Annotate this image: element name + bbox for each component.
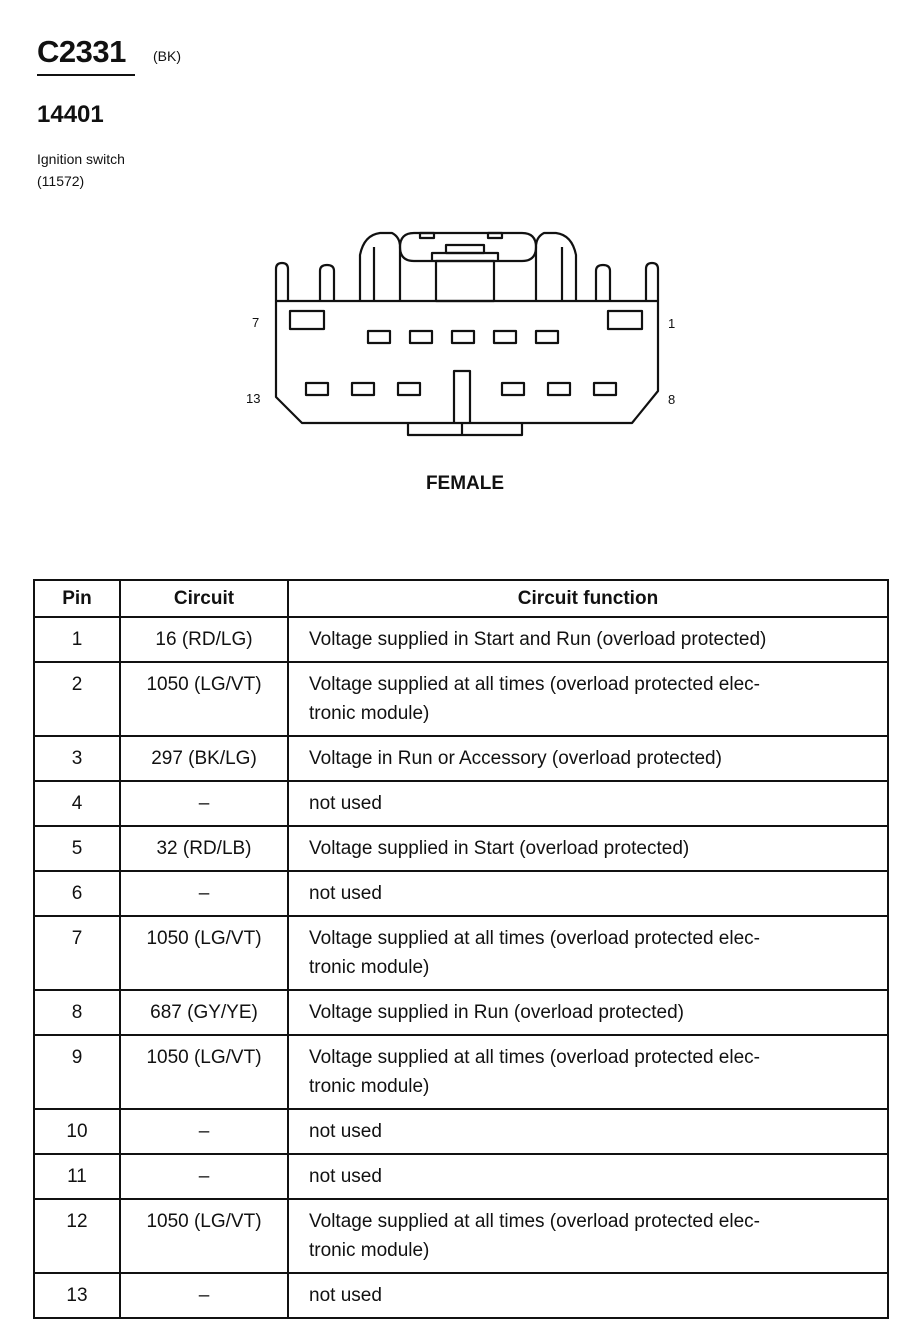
pin-cell: 4: [34, 781, 120, 826]
function-cell: Voltage supplied in Start (overload protected): [288, 826, 888, 871]
pin-cell: 8: [34, 990, 120, 1035]
connector-id: C2331: [37, 34, 126, 69]
latch-top: [446, 245, 484, 253]
function-cell: not used: [288, 1109, 888, 1154]
header-pin: Pin: [34, 580, 120, 617]
table-row: [34, 736, 888, 781]
lock-tab-left: [420, 233, 434, 238]
header-circuit: Circuit: [120, 580, 288, 617]
cavity-4: [452, 331, 474, 343]
pinout-table: [33, 579, 889, 1319]
table-header-row: [34, 580, 888, 617]
cavity-5: [410, 331, 432, 343]
cavity-6: [368, 331, 390, 343]
header-circuit-function: Circuit function: [288, 580, 888, 617]
table-row: [34, 662, 888, 736]
cavity-9: [548, 383, 570, 395]
table-row: [34, 617, 888, 662]
table-row: [34, 1154, 888, 1199]
function-cell: Voltage supplied in Run (overload protected): [288, 990, 888, 1035]
circuit-cell: 1050 (LG/VT): [120, 1035, 288, 1109]
pin-cell: 10: [34, 1109, 120, 1154]
right-post-2: [596, 265, 610, 301]
pin-cell: 12: [34, 1199, 120, 1273]
cavity-11: [398, 383, 420, 395]
left-post-2: [320, 265, 334, 301]
pin-cell: 13: [34, 1273, 120, 1318]
pin-label-13: 13: [246, 391, 261, 406]
cavity-1: [608, 311, 642, 329]
circuit-cell: –: [120, 1109, 288, 1154]
table-row: [34, 1109, 888, 1154]
connector-color: (BK): [153, 48, 181, 64]
center-key: [454, 371, 470, 423]
table-row: [34, 990, 888, 1035]
cavity-7: [290, 311, 324, 329]
pin-cell: 7: [34, 916, 120, 990]
circuit-cell: 687 (GY/YE): [120, 990, 288, 1035]
circuit-cell: 297 (BK/LG): [120, 736, 288, 781]
cavity-10: [502, 383, 524, 395]
circuit-cell: 1050 (LG/VT): [120, 662, 288, 736]
cavity-12: [352, 383, 374, 395]
table-row: [34, 1035, 888, 1109]
pin-label-8: 8: [668, 392, 676, 407]
cavity-13: [306, 383, 328, 395]
circuit-cell: 32 (RD/LB): [120, 826, 288, 871]
pin-cell: 9: [34, 1035, 120, 1109]
connector-body: [276, 301, 658, 423]
function-cell: not used: [288, 1154, 888, 1199]
connector-id-underline: [37, 74, 135, 76]
component-reference: (11572): [37, 173, 85, 189]
table-row: [34, 916, 888, 990]
pin-cell: 5: [34, 826, 120, 871]
function-cell: not used: [288, 1273, 888, 1318]
circuit-cell: –: [120, 781, 288, 826]
lock-tower-left: [360, 233, 400, 301]
function-cell: Voltage supplied at all times (overload protected elec- tronic module): [288, 1035, 888, 1109]
function-cell: not used: [288, 781, 888, 826]
pin-cell: 3: [34, 736, 120, 781]
table-row: [34, 1273, 888, 1318]
bottom-tab: [408, 423, 522, 435]
table-row: [34, 781, 888, 826]
part-number: 14401: [37, 101, 104, 128]
table-row: [34, 826, 888, 871]
component-name: Ignition switch: [37, 151, 125, 167]
function-cell: Voltage in Run or Accessory (overload protected): [288, 736, 888, 781]
pin-cell: 2: [34, 662, 120, 736]
pin-cell: 1: [34, 617, 120, 662]
function-cell: Voltage supplied in Start and Run (overload protected): [288, 617, 888, 662]
circuit-cell: –: [120, 1154, 288, 1199]
connector-gender: FEMALE: [425, 473, 505, 494]
cavity-8: [594, 383, 616, 395]
circuit-cell: 1050 (LG/VT): [120, 1199, 288, 1273]
connector-face-diagram: [240, 225, 680, 445]
cavity-2: [536, 331, 558, 343]
function-cell: Voltage supplied at all times (overload protected elec- tronic module): [288, 916, 888, 990]
pin-cell: 6: [34, 871, 120, 916]
pin-label-1: 1: [668, 316, 676, 331]
left-post: [276, 263, 288, 301]
cavity-3: [494, 331, 516, 343]
table-row: [34, 1199, 888, 1273]
circuit-cell: –: [120, 871, 288, 916]
right-post: [646, 263, 658, 301]
circuit-cell: –: [120, 1273, 288, 1318]
function-cell: not used: [288, 871, 888, 916]
function-cell: Voltage supplied at all times (overload protected elec- tronic module): [288, 662, 888, 736]
lock-tower-right: [536, 233, 576, 301]
circuit-cell: 16 (RD/LG): [120, 617, 288, 662]
pin-cell: 11: [34, 1154, 120, 1199]
latch-block: [432, 253, 498, 301]
circuit-cell: 1050 (LG/VT): [120, 916, 288, 990]
function-cell: Voltage supplied at all times (overload protected elec- tronic module): [288, 1199, 888, 1273]
lock-tab-right: [488, 233, 502, 238]
table-row: [34, 871, 888, 916]
pin-label-7: 7: [252, 315, 260, 330]
